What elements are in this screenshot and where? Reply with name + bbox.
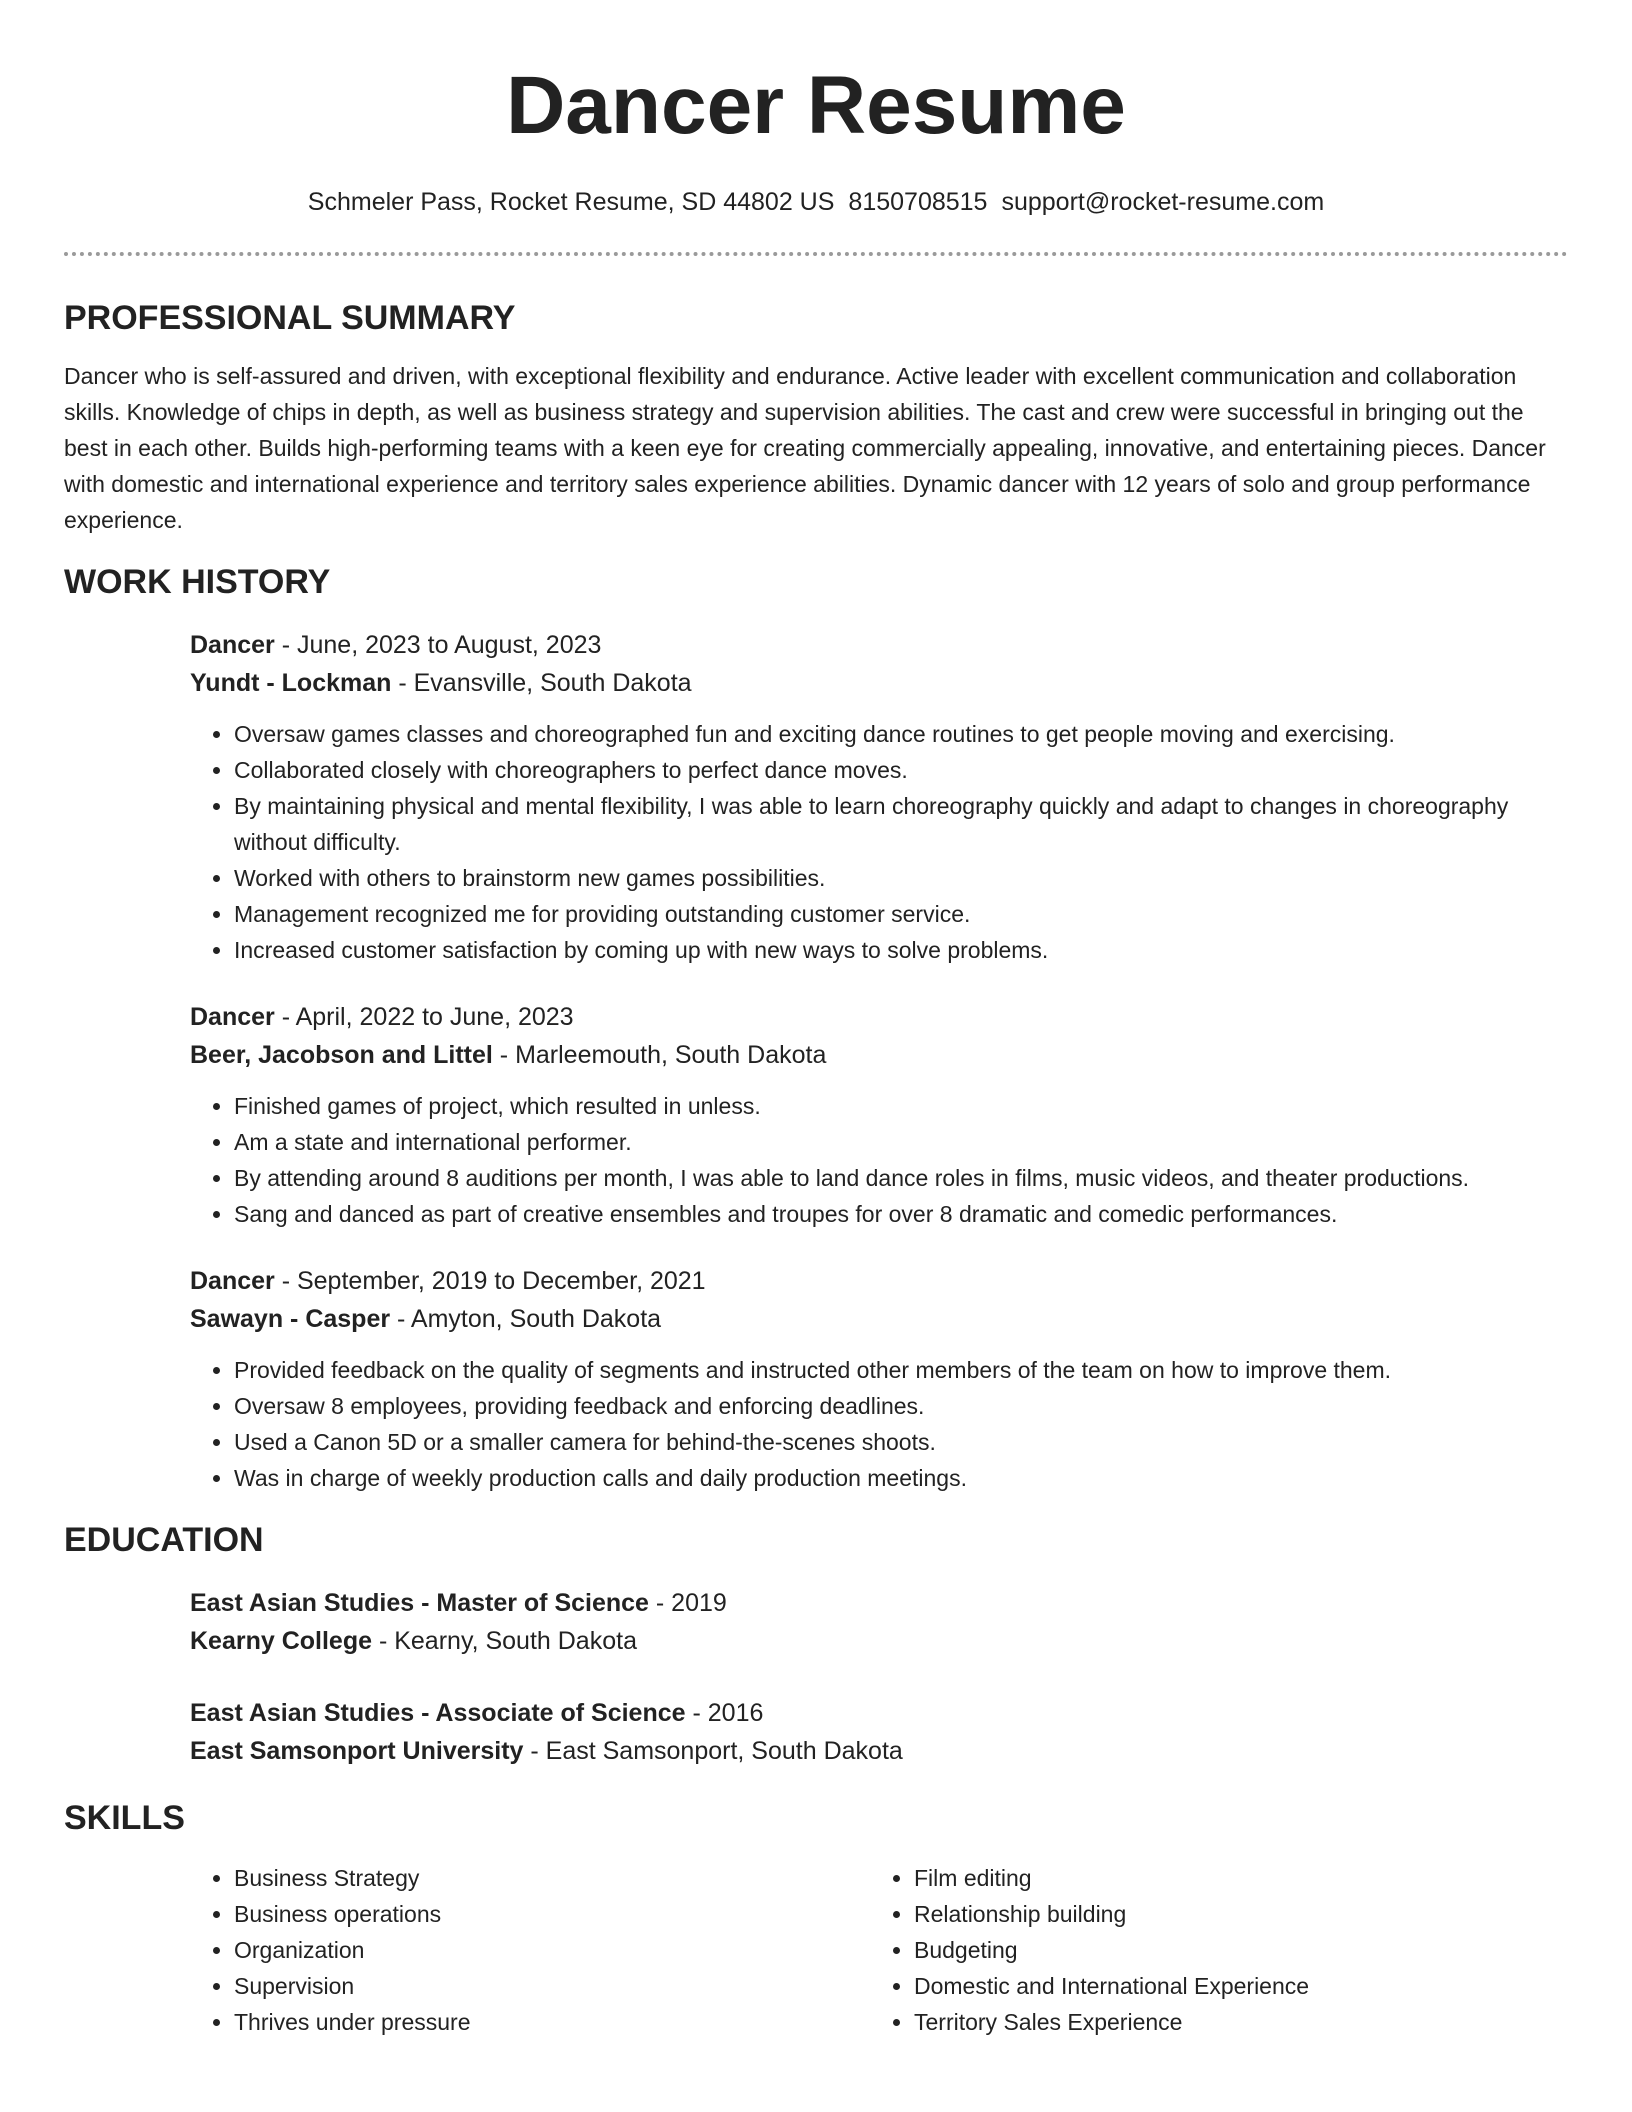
skills-column-right (870, 1860, 1550, 2040)
list-item: • Was in charge of weekly production calls and daily production meetings. (234, 1460, 1568, 1496)
summary-text: Dancer who is self-assured and driven, with exceptional flexibility and endurance. Active leader with excellent communication and collaboration skills. Knowledge of chips in depth, as well as business strategy and supervision abilities. The cast and crew were successful in bringing out the best in each other. Builds high-performing teams with a keen eye for creating commercially appealing, innovative, and entertaining pieces. Dancer with domestic and international experience and territory sales experience abilities. Dynamic dancer with 12 years of solo and group performance experience. (64, 363, 1546, 533)
job-company: Yundt - Lockman (190, 669, 392, 697)
job-entry (190, 998, 1568, 1232)
job-title-line (190, 1262, 1568, 1300)
job-bullets (190, 716, 1568, 968)
skill-item: • Thrives under pressure (234, 2004, 870, 2040)
skill-item: • Film editing (914, 1860, 1550, 1896)
skills-heading: SKILLS (64, 1799, 185, 1837)
school: Kearny College (190, 1627, 373, 1655)
skills-column-left (190, 1860, 870, 2040)
school: East Samsonport University (190, 1737, 524, 1765)
job-entry (190, 626, 1568, 968)
job-bullets (190, 1352, 1568, 1496)
education-heading: EDUCATION (64, 1521, 264, 1559)
degree-line (190, 1694, 1568, 1732)
education-entry (190, 1584, 1568, 1660)
job-company: Beer, Jacobson and Littel (190, 1041, 493, 1069)
job-title-line (190, 998, 1568, 1036)
list-item: • Am a state and international performer. (234, 1124, 1568, 1160)
contact-phone: 8150708515 (848, 188, 988, 216)
education-entry (190, 1694, 1568, 1770)
degree: East Asian Studies - Associate of Science (190, 1699, 686, 1727)
job-bullets (190, 1088, 1568, 1232)
job-dates: - April, 2022 to June, 2023 (274, 1003, 574, 1031)
skill-item: • Relationship building (914, 1896, 1550, 1932)
skill-item: • Organization (234, 1932, 870, 1968)
skill-item: • Budgeting (914, 1932, 1550, 1968)
list-item: • Sang and danced as part of creative ensembles and troupes for over 8 dramatic and comedic performances. (234, 1196, 1568, 1232)
contact-email: support@rocket-resume.com (1001, 188, 1325, 216)
school-line (190, 1622, 1568, 1660)
list-item: • By maintaining physical and mental flexibility, I was able to learn choreography quickly and adapt to changes in choreography without difficulty. (234, 788, 1568, 860)
list-item: • Worked with others to brainstorm new games possibilities. (234, 860, 1568, 896)
job-location: - Marleemouth, South Dakota (492, 1041, 827, 1069)
list-item: • Provided feedback on the quality of segments and instructed other members of the team on how to improve them. (234, 1352, 1568, 1388)
skills-list (190, 1860, 1568, 2040)
list-item: • By attending around 8 auditions per month, I was able to land dance roles in films, music videos, and theater productions. (234, 1160, 1568, 1196)
list-item: • Oversaw 8 employees, providing feedback and enforcing deadlines. (234, 1388, 1568, 1424)
skill-item: • Business operations (234, 1896, 870, 1932)
job-entry (190, 1262, 1568, 1496)
degree-year: - 2016 (685, 1699, 764, 1727)
resume-page (64, 0, 1568, 2040)
list-item: • Increased customer satisfaction by coming up with new ways to solve problems. (234, 932, 1568, 968)
school-line (190, 1732, 1568, 1770)
list-item: • Used a Canon 5D or a smaller camera for behind-the-scenes shoots. (234, 1424, 1568, 1460)
job-dates: - September, 2019 to December, 2021 (274, 1267, 706, 1295)
skill-item: • Business Strategy (234, 1860, 870, 1896)
job-company-line (190, 664, 1568, 702)
degree: East Asian Studies - Master of Science (190, 1589, 649, 1617)
skills-bullets-left (190, 1860, 870, 2040)
job-company-line (190, 1300, 1568, 1338)
job-title: Dancer (190, 1003, 275, 1031)
school-location: - Kearny, South Dakota (372, 1627, 637, 1655)
job-location: - Amyton, South Dakota (390, 1305, 662, 1333)
skill-item: • Territory Sales Experience (914, 2004, 1550, 2040)
contact-line (64, 186, 1568, 218)
job-title: Dancer (190, 631, 275, 659)
job-location: - Evansville, South Dakota (391, 669, 692, 697)
work-history-heading: WORK HISTORY (64, 563, 331, 601)
job-title-line (190, 626, 1568, 664)
skill-item: • Domestic and International Experience (914, 1968, 1550, 2004)
job-company-line (190, 1036, 1568, 1074)
header-divider (64, 252, 1568, 256)
list-item: • Collaborated closely with choreographers to perfect dance moves. (234, 752, 1568, 788)
page-title: Dancer Resume (506, 60, 1126, 151)
job-dates: - June, 2023 to August, 2023 (274, 631, 602, 659)
list-item: • Oversaw games classes and choreographed fun and exciting dance routines to get people moving and exercising. (234, 716, 1568, 752)
skills-bullets-right (870, 1860, 1550, 2040)
contact-address: Schmeler Pass, Rocket Resume, SD 44802 US (307, 188, 835, 216)
skill-item: • Supervision (234, 1968, 870, 2004)
job-title: Dancer (190, 1267, 275, 1295)
degree-line (190, 1584, 1568, 1622)
list-item: • Management recognized me for providing outstanding customer service. (234, 896, 1568, 932)
job-company: Sawayn - Casper (190, 1305, 391, 1333)
summary-heading: PROFESSIONAL SUMMARY (64, 299, 516, 337)
school-location: - East Samsonport, South Dakota (523, 1737, 903, 1765)
degree-year: - 2019 (648, 1589, 727, 1617)
list-item: • Finished games of project, which resulted in unless. (234, 1088, 1568, 1124)
